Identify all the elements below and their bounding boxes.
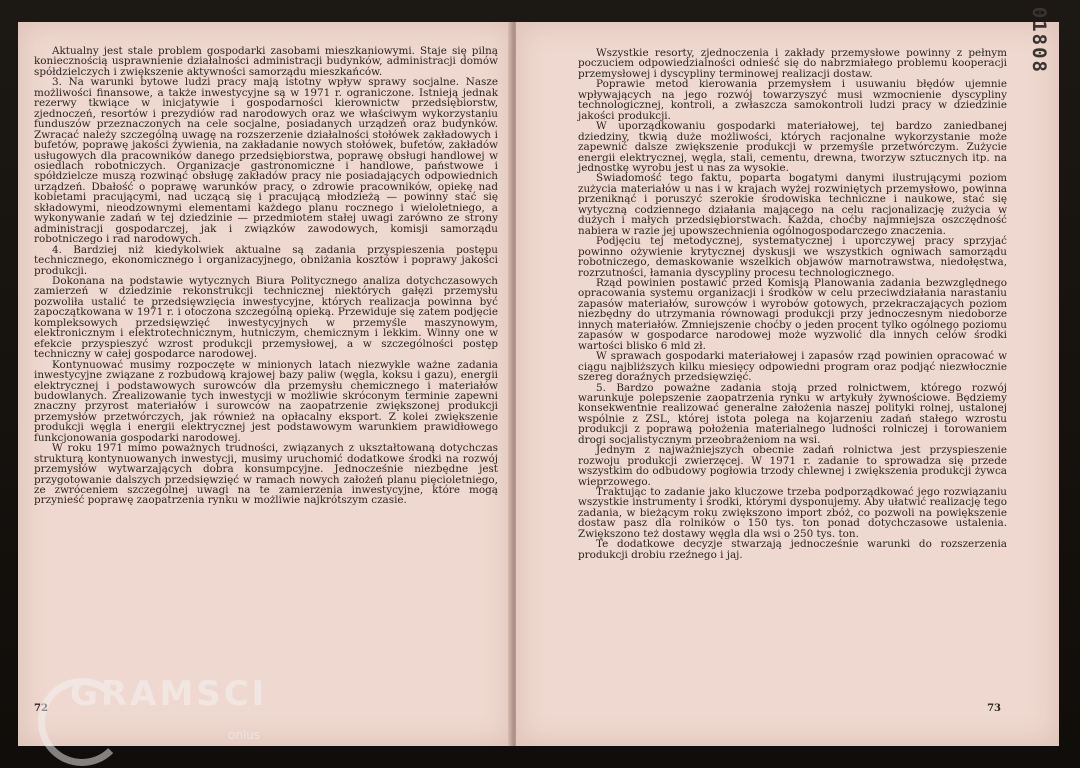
paragraph: W roku 1971 mimo poważnych trudności, związanych z ukształtowaną dotychczas strukturą kontynuowanych inwestycji, musimy uruchomić dodatkowe środki na rozwój przemysłów wytwarzających dobra konsumpcyjne. Jednocześnie niezbędne jest przygotowanie dalszych przedsięwzięć w ramach nowych założeń planu pięcioletniego, ze zwróceniem szczególnej uwagi na te zamierzenia inwestycyjne, które mogą przynieść poprawę zaopatrzenia rynku w możliwie najkrótszym czasie. — [34, 442, 498, 507]
paragraph: Wszystkie resorty, zjednoczenia i zakłady przemysłowe powinny z pełnym poczuciem odpowiedzialności odnieść się do nabrzmiałego problemu kooperacji przemysłowej i dyscypliny terminowej realizacji dostaw. — [578, 47, 1007, 80]
archive-stamp: 01808 — [1028, 6, 1050, 74]
paragraph: Poprawie metod kierowania przemysłem i usuwaniu błędów ujemnie wpływających na jego rozwój towarzyszyć musi wzmocnienie dyscypliny technologicznej, kontroli, a zwłaszcza samokontroli ludzi pracy w dziedzinie jakości produkcji. — [578, 78, 1007, 122]
left-page-text — [34, 46, 498, 506]
watermark-text: GRAMSCI — [70, 674, 268, 714]
paragraph: 3. Na warunki bytowe ludzi pracy mają istotny wpływ sprawy socjalne. Nasze możliwości finansowe, a także inwestycyjne są w 1971 r. ograniczone. Istnieją jednak rezerwy tkwiące w inicjatywie i gospodarności kierownictw przedsiębiorstw, zjednoczeń, resortów i prezydiów rad narodowych oraz we właściwym wykorzystaniu funduszów przeznaczonych na cele socjalne, posiadanych urządzeń oraz budynków. Zwracać należy szczególną uwagę na rozszerzenie działalności stołówek zakładowych i bufetów, poprawę jakości żywienia, na zakładanie nowych stołówek, bufetów, zakładów usługowych dla pracowników danego przedsiębiorstwa, poprawę obsługi handlowej w osiedlach robotniczych. Organizacje gastronomiczne i handlowe, państwowe i spółdzielcze muszą rozwinąć obsługę zakładów pracy nie posiadających odpowiednich urządzeń. Dbałość o poprawę warunków pracy, o zdrowie pracowników, opiekę nad kobietami pracującymi, nad uczącą się i pracującą młodzieżą — powinny stać się składowymi, nieodzownymi elementami każdego planu rocznego i wieloletniego, a wykonywanie zadań w tej dziedzinie — przedmiotem stałej uwagi zarówno ze strony administracji gospodarczej, jak i związków zawodowych, komisji samorządu robotniczego i rad narodowych. — [34, 76, 498, 246]
paragraph: 4. Bardziej niż kiedykolwiek aktualne są zadania przyspieszenia postępu technicznego, ekonomicznego i organizacyjnego, obniżania kosztów i poprawy jakości produkcji. — [34, 243, 498, 277]
page-number-left: 72 — [34, 703, 48, 714]
paragraph: Podjęciu tej metodycznej, systematycznej i uporczywej pracy sprzyjać powinno ożywienie krytycznej dyskusji we wszystkich ogniwach samorządu robotniczego, demaskowanie wszelkich objawów marnotrawstwa, niedołęstwa, rozrzutności, łamania dyscypliny procesu technologicznego. — [578, 235, 1007, 279]
right-page-text — [578, 48, 1007, 560]
page-number-right: 73 — [987, 703, 1001, 714]
watermark-subtext: onlus — [228, 728, 261, 742]
paragraph: Te dodatkowe decyzje stwarzają jednocześnie warunki do rozszerzenia produkcji drobiu rzeźnego i jaj. — [578, 538, 1007, 561]
left-page — [18, 22, 512, 746]
paragraph: W sprawach gospodarki materiałowej i zapasów rząd powinien opracować w ciągu najbliższych kilku miesięcy odpowiedni program oraz podjąć niezwłocznie szereg doraźnych przedsięwzięć. — [578, 350, 1007, 384]
paragraph: Aktualny jest stale problem gospodarki zasobami mieszkaniowymi. Staje się pilną koniecznością usprawnienie działalności administracji budynków, administracji domów spółdzielczych i zwiększenie aktywności samorządu mieszkańców. — [34, 45, 498, 78]
paragraph: Świadomość tego faktu, poparta bogatymi danymi ilustrującymi poziom zużycia materiałów u nas i w krajach wyżej rozwiniętych przemysłowo, powinna przeniknąć i poruszyć szerokie środowiska techniczne i naukowe, stać się wytyczną codziennego działania mającego na celu racjonalizację zużycia w dużych i małych przedsiębiorstwach. Każda, choćby najmniejsza oszczędność nabiera w razie jej upowszechnienia ogólnogospodarczego znaczenia. — [578, 172, 1007, 237]
paragraph: W uporządkowaniu gospodarki materiałowej, tej bardzo zaniedbanej dziedziny, tkwią duże możliwości, których racjonalne wykorzystanie może zapewnić dalsze zwiększenie produkcji w przemyśle przetwórczym. Zużycie energii elektrycznej, węgla, stali, cementu, drewna, tworzyw sztucznych itp. na jednostkę wyrobu jest u nas za wysokie. — [578, 120, 1007, 174]
right-page — [516, 22, 1059, 746]
paragraph: Kontynuować musimy rozpoczęte w minionych latach niezwykle ważne zadania inwestycyjne związane z rozbudową krajowej bazy paliw (węgla, koksu i gazu), energii elektrycznej i podstawowych surowców dla przemysłu chemicznego i materiałów budowlanych. Zrealizowanie tych inwestycji w możliwie skróconym terminie zapewni znaczny przyrost materiałów i surowców na zaopatrzenie zwiększonej produkcji przemysłów przetwórczych, jak również na opłacalny eksport. Z kolei zwiększenie produkcji węgla i energii elektrycznej jest podstawowym warunkiem prawidłowego funkcjonowania gospodarki narodowej. — [34, 358, 498, 444]
paragraph: 5. Bardzo poważne zadania stoją przed rolnictwem, którego rozwój warunkuje polepszenie zaopatrzenia rynku w artykuły żywnościowe. Będziemy konsekwentnie realizować generalne założenia naszej polityki rolnej, ustalonej wspólnie z ZSL, której istota polega na kojarzeniu zadań stałego wzrostu produkcji z poprawą położenia materialnego ludności rolniczej i torowaniem drogi socjalistycznym przeobrażeniom na wsi. — [578, 381, 1007, 446]
paragraph: Jednym z najważniejszych obecnie zadań rolnictwa jest przyspieszenie rozwoju produkcji zwierzęcej. W 1971 r. zadanie to sprowadza się przede wszystkim do odbudowy pogłowia trzody chlewnej i zwiększenia produkcji żywca wieprzowego. — [578, 444, 1007, 488]
paragraph: Traktując to zadanie jako kluczowe trzeba podporządkować jego rozwiązaniu wszystkie instrumenty i środki, którymi dysponujemy. Aby ułatwić realizację tego zadania, w bieżącym roku zwiększono import zbóż, co pozwoli na powiększenie dostaw pasz dla rolników o 150 tys. ton ponad dotychczasowe ustalenia. Zwiększono też dostawy węgla dla wsi o 250 tys. ton. — [578, 486, 1007, 540]
paragraph: Dokonana na podstawie wytycznych Biura Politycznego analiza dotychczasowych zamierzeń w dziedzinie rekonstrukcji technicznej niektórych gałęzi przemysłu pozwoliła ustalić te przedsięwzięcia inwestycyjne, których realizacja powinna być zapoczątkowana w 1971 r. i otoczona szczególną opieką. Przewiduje się zatem podjęcie kompleksowych przedsięwzięć inwestycyjnych w przemyśle maszynowym, elektronicznym i elektrotechnicznym, hutniczym, chemicznym i lekkim. Winny one w efekcie przyspieszyć wzrost produkcji przemysłowej, a w szczególności postęp techniczny w całej gospodarce narodowej. — [34, 274, 498, 361]
paragraph: Rząd powinien postawić przed Komisją Planowania zadania bezwzględnego opracowania systemu organizacji i środków w celu przeciwdziałania narastaniu zapasów materiałów, surowców i wyrobów gotowych, przekraczających poziom niezbędny do utrzymania równowagi produkcji przy jednoczesnym niedoborze innych materiałów. Zmniejszenie choćby o jeden procent tylko ogólnego poziomu zapasów w gospodarce narodowej może wyzwolić dla innych celów środki wartości blisko 6 mld zł. — [578, 276, 1007, 352]
